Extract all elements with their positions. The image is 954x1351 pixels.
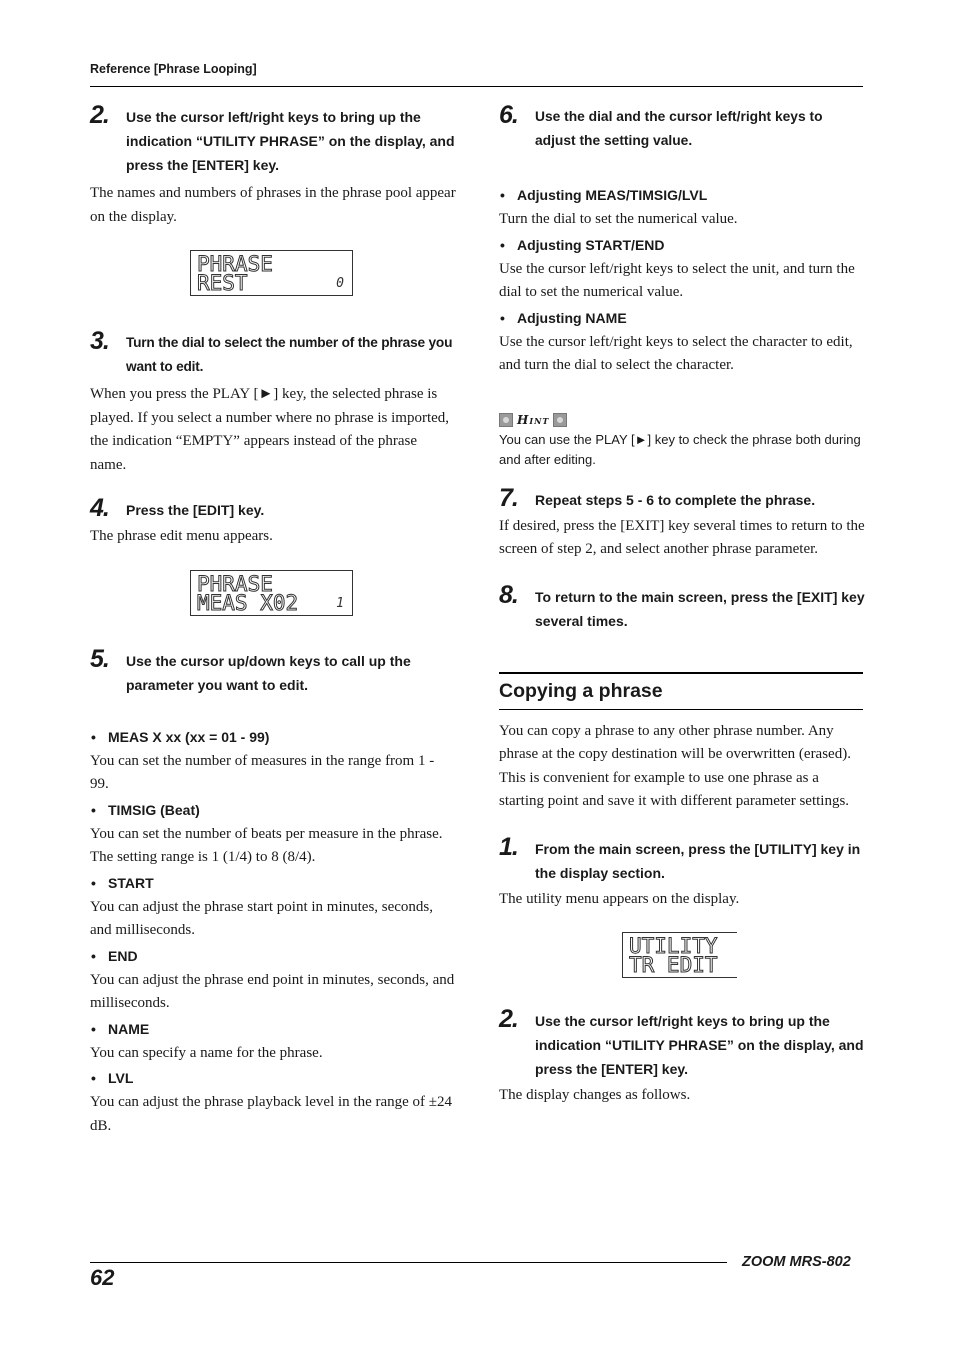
adjust-text: Use the cursor left/right keys to select the unit, and turn the dial to set the numerical value. xyxy=(499,260,855,300)
step-3-body: When you press the PLAY [►] key, the selected phrase is played. If you select a number where no phrase is imported, the indication “EMPTY” appears instead of the phrase name. xyxy=(90,386,450,473)
step-number: 2. xyxy=(499,1005,518,1033)
step-1-body: The utility menu appears on the display. xyxy=(499,890,740,907)
lcd-line-1: UTILITY xyxy=(629,934,718,958)
running-header: Reference [Phrase Looping] xyxy=(90,62,257,76)
param-text: You can adjust the phrase end point in minutes, seconds, and milliseconds. xyxy=(90,971,455,1011)
hint-bullet-icon xyxy=(499,413,513,427)
step-number: 5. xyxy=(90,644,109,673)
lcd-line-1: PHRASE xyxy=(197,571,273,596)
param-label: • MEAS X xx (xx = 01 - 99) xyxy=(91,728,270,745)
footer-rule xyxy=(90,1262,727,1263)
footer-brand: ZOOM MRS-802 xyxy=(742,1254,851,1270)
left-column xyxy=(90,100,456,1138)
step-text: From the main screen, press the [UTILITY] key in the display section. xyxy=(535,840,861,881)
step-text: Use the dial and the cursor left/right keys to adjust the setting value. xyxy=(535,109,823,148)
hint-box xyxy=(499,411,865,470)
lcd-line-2: REST xyxy=(197,271,248,295)
header-rule xyxy=(90,86,863,87)
step-text: Turn the dial to select the number of the phrase you want to edit. xyxy=(126,335,453,374)
step-number: 6. xyxy=(499,101,518,129)
step-number: 1. xyxy=(499,832,518,861)
step-4-body: The phrase edit menu appears. xyxy=(90,528,273,544)
step-7 xyxy=(499,483,865,512)
adjust-label: • Adjusting MEAS/TIMSIG/LVL xyxy=(500,187,708,203)
step-6 xyxy=(499,101,865,153)
lcd-display-utility xyxy=(622,932,737,978)
param-label: • TIMSIG (Beat) xyxy=(91,801,200,818)
step-8 xyxy=(499,580,865,633)
lcd-display-phrase-meas xyxy=(190,570,353,616)
lcd-line-1: PHRASE xyxy=(197,252,273,276)
right-column xyxy=(499,100,865,1108)
param-text: You can adjust the phrase start point in minutes, seconds, and milliseconds. xyxy=(90,898,434,938)
hint-header xyxy=(499,411,865,429)
step-text: Press the [EDIT] key. xyxy=(126,502,265,518)
step-2-body: The names and numbers of phrases in the phrase pool appear on the display. xyxy=(90,185,456,225)
adjust-label: • Adjusting NAME xyxy=(500,309,627,326)
step-text: Use the cursor left/right keys to bring up the indication “UTILITY PHRASE” on the display, and press the [ENTER] key. xyxy=(535,1013,864,1077)
adjust-text: Turn the dial to set the numerical value. xyxy=(499,211,738,227)
step-2b-body: The display changes as follows. xyxy=(499,1087,691,1103)
param-label: • LVL xyxy=(91,1070,134,1086)
step-7-body: If desired, press the [EXIT] key several times to return to the screen of step 2, and select another phrase parameter. xyxy=(499,517,865,557)
step-text: Use the cursor left/right keys to bring up the indication “UTILITY PHRASE” on the display, and press the [ENTER] key. xyxy=(126,109,455,173)
step-number: 3. xyxy=(90,327,109,355)
step-number: 4. xyxy=(90,494,109,522)
step-number: 2. xyxy=(90,101,109,129)
step-text: Repeat steps 5 - 6 to complete the phrase. xyxy=(535,491,816,508)
page-number: 62 xyxy=(90,1265,115,1290)
step-2 xyxy=(90,101,456,177)
lcd-display-phrase-rest xyxy=(190,250,353,296)
section-rule-bottom xyxy=(499,709,863,710)
param-label: • START xyxy=(91,874,154,891)
adjust-label: • Adjusting START/END xyxy=(500,236,665,253)
step-2b xyxy=(499,1005,865,1081)
step-4 xyxy=(90,494,456,522)
lcd-value: 0 xyxy=(336,276,344,291)
lcd-value: 1 xyxy=(336,595,344,611)
lcd-line-2: MEAS X02 xyxy=(197,590,299,615)
step-number: 7. xyxy=(499,483,518,512)
param-text: You can adjust the phrase playback level in the range of ±24 dB. xyxy=(90,1094,453,1134)
param-text: You can specify a name for the phrase. xyxy=(90,1044,323,1061)
param-label: • NAME xyxy=(91,1020,150,1037)
adjust-list xyxy=(499,183,865,378)
step-number: 8. xyxy=(499,580,518,609)
step-5 xyxy=(90,644,456,697)
hint-text: You can use the PLAY [►] key to check the phrase both during and after editing. xyxy=(499,431,861,467)
section-body: You can copy a phrase to any other phrase number. Any phrase at the copy destination will be overwritten (erased). This is convenient for example to use one phrase as a starting point and save it with different parameter settings. xyxy=(499,722,851,809)
hint-bullet-icon xyxy=(553,413,567,427)
step-3 xyxy=(90,327,456,379)
hint-title: Hint xyxy=(517,412,550,427)
step-1 xyxy=(499,832,865,885)
step-text: To return to the main screen, press the [EXIT] key several times. xyxy=(535,588,865,629)
param-label: • END xyxy=(91,947,138,964)
param-text: You can set the number of beats per measure in the phrase. The setting range is 1 (1/4) to 8 (8/4). xyxy=(90,825,443,865)
param-text: You can set the number of measures in the range from 1 - 99. xyxy=(90,752,435,792)
section-title: Copying a phrase xyxy=(499,679,663,702)
parameter-list xyxy=(90,725,456,1139)
adjust-text: Use the cursor left/right keys to select the character to edit, and turn the dial to select the character. xyxy=(499,333,853,373)
lcd-line-2: TR EDIT xyxy=(629,953,718,977)
step-text: Use the cursor up/down keys to call up the parameter you want to edit. xyxy=(126,652,411,693)
section-heading xyxy=(499,672,863,710)
